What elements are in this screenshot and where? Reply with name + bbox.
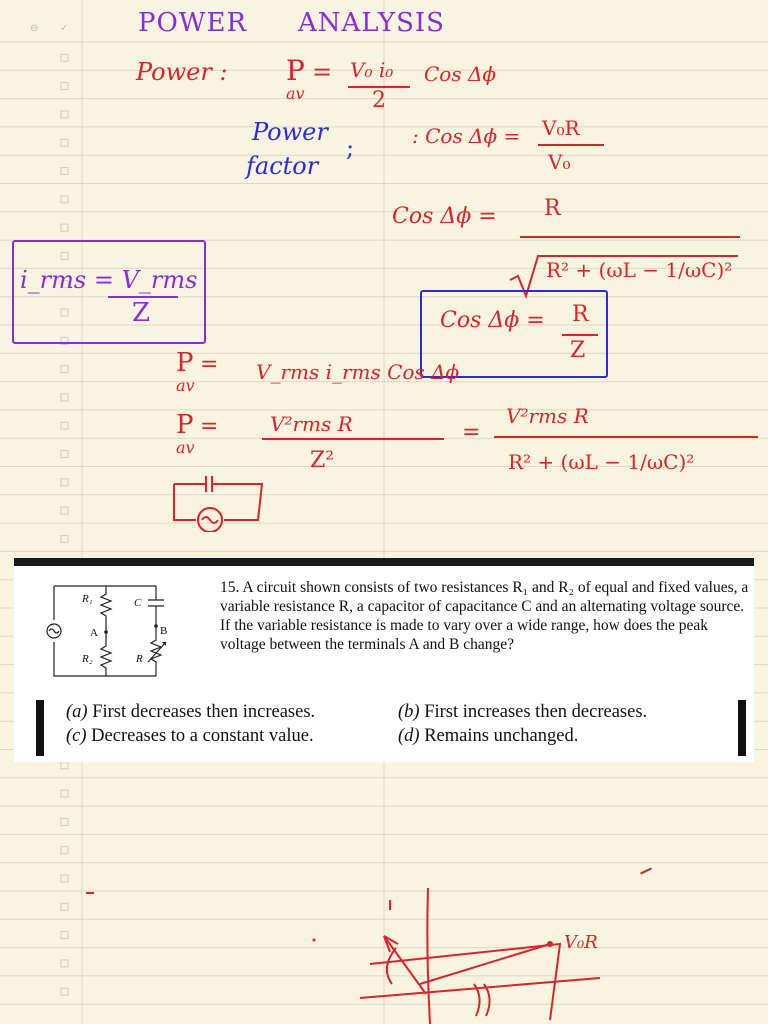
power-factor-word-1: Power bbox=[252, 118, 328, 146]
pf-numerator: V₀R bbox=[542, 116, 580, 140]
pav3-denominator: R² + (ωL − 1/ωC)² bbox=[508, 450, 695, 474]
option-b-text: First increases then decreases. bbox=[424, 702, 648, 722]
pav2-numerator: V²rms R bbox=[270, 412, 353, 436]
cos-numerator: R bbox=[544, 196, 561, 221]
label-r2: R₂ bbox=[82, 653, 93, 665]
option-c[interactable] bbox=[66, 724, 314, 748]
pav2-fraction-line bbox=[262, 438, 444, 440]
irms-equation: i_rms = V_rms bbox=[20, 266, 198, 294]
semicolon: ; bbox=[346, 134, 355, 162]
option-d-key: (d) bbox=[398, 726, 420, 746]
margin-checkbox bbox=[61, 535, 68, 542]
cos-term: Cos Δϕ bbox=[424, 62, 497, 86]
margin-checkbox bbox=[61, 54, 68, 61]
title-power: POWER bbox=[138, 8, 248, 38]
cos-equation-lhs: Cos Δϕ = bbox=[392, 204, 497, 229]
pav3-numerator: V²rms R bbox=[506, 404, 589, 428]
margin-checkbox bbox=[61, 366, 68, 373]
problem-statement bbox=[220, 578, 750, 654]
phasor-sketch bbox=[300, 860, 630, 1024]
option-b-key: (b) bbox=[398, 702, 420, 722]
boxed-numerator: R bbox=[572, 302, 589, 327]
vor-label: V₀R bbox=[564, 932, 598, 953]
margin-checkbox bbox=[61, 903, 68, 910]
boxed-cos-lhs: Cos Δϕ = bbox=[440, 308, 545, 333]
circuit-diagram bbox=[32, 576, 182, 686]
circle-icon: ⊖ bbox=[30, 23, 39, 34]
pav-rms-line: V_rms i_rms Cos Δϕ bbox=[256, 360, 460, 384]
margin-checkbox bbox=[61, 932, 68, 939]
pf-denominator: V₀ bbox=[548, 150, 571, 174]
margin-checkbox bbox=[61, 960, 68, 967]
boxed-denominator: Z bbox=[570, 338, 586, 363]
margin-checkbox bbox=[61, 422, 68, 429]
eq-sign: = bbox=[312, 58, 333, 86]
title-analysis: ANALYSIS bbox=[298, 8, 445, 38]
left-bar bbox=[36, 700, 44, 756]
margin-checkbox bbox=[61, 762, 68, 769]
numerator-v0i0: V₀ i₀ bbox=[350, 58, 394, 82]
cos-fraction-line bbox=[520, 236, 740, 238]
problem-number: 15. bbox=[220, 579, 240, 596]
eq-sign-2: = bbox=[200, 352, 219, 377]
label-a: A bbox=[90, 627, 98, 639]
option-b[interactable] bbox=[398, 700, 647, 724]
sqrt-content: R² + (ωL − 1/ωC)² bbox=[546, 258, 733, 282]
eq-sign-4: = bbox=[462, 420, 481, 445]
margin-checkbox bbox=[61, 479, 68, 486]
pav3-fraction-line bbox=[494, 436, 758, 438]
av-subscript-2: av bbox=[176, 376, 195, 395]
option-a-key: (a) bbox=[66, 702, 88, 722]
margin-checkbox bbox=[61, 394, 68, 401]
margin-checkbox bbox=[61, 507, 68, 514]
boxed-fraction-line bbox=[562, 334, 598, 336]
pf-fraction-line bbox=[538, 144, 604, 146]
ink-mark bbox=[86, 892, 94, 894]
margin-checkbox bbox=[61, 988, 68, 995]
p-symbol: P bbox=[286, 54, 305, 87]
option-a[interactable] bbox=[66, 700, 315, 724]
pf-equation-lhs: : Cos Δϕ = bbox=[412, 124, 521, 148]
option-d-text: Remains unchanged. bbox=[424, 726, 579, 746]
margin-checkbox bbox=[61, 451, 68, 458]
av-subscript-3: av bbox=[176, 438, 195, 457]
label-r: R bbox=[136, 653, 143, 665]
p-symbol-2: P bbox=[176, 348, 194, 378]
margin-checkbox bbox=[61, 875, 68, 882]
av-subscript: av bbox=[286, 84, 305, 103]
circuit-sketch bbox=[166, 470, 270, 532]
option-a-text: First decreases then increases. bbox=[92, 702, 316, 722]
irms-denominator: Z bbox=[132, 298, 151, 328]
problem-card bbox=[14, 558, 754, 762]
margin-checkbox bbox=[61, 83, 68, 90]
label-b: B bbox=[160, 625, 168, 637]
label-r1: R₁ bbox=[82, 593, 93, 605]
eq-sign-3: = bbox=[200, 414, 219, 439]
option-d[interactable] bbox=[398, 724, 578, 748]
margin-checkbox bbox=[61, 111, 68, 118]
margin-checkbox bbox=[61, 847, 68, 854]
margin-checkbox bbox=[61, 818, 68, 825]
margin-checkbox bbox=[61, 790, 68, 797]
p-symbol-3: P bbox=[176, 410, 194, 440]
label-c: C bbox=[134, 597, 142, 609]
power-factor-word-2: factor bbox=[246, 152, 319, 180]
margin-checkbox bbox=[61, 168, 68, 175]
option-c-key: (c) bbox=[66, 726, 87, 746]
margin-checkbox bbox=[61, 139, 68, 146]
problem-body: A circuit shown consists of two resistances R₁ and R₂ of equal and fixed values, a variable resistance R, a capacitor of capacitance C and an alternating voltage source. If the variable resistance is made to vary over a wide range, how does the peak voltage between the terminals A and B change? bbox=[220, 579, 749, 653]
margin-checkbox bbox=[61, 224, 68, 231]
check-icon: ✓ bbox=[60, 23, 69, 34]
right-bar bbox=[738, 700, 746, 756]
pav2-denominator: Z² bbox=[310, 448, 335, 473]
denominator-2: 2 bbox=[372, 88, 386, 113]
power-label: Power : bbox=[136, 58, 228, 86]
margin-checkbox bbox=[61, 196, 68, 203]
option-c-text: Decreases to a constant value. bbox=[91, 726, 314, 746]
